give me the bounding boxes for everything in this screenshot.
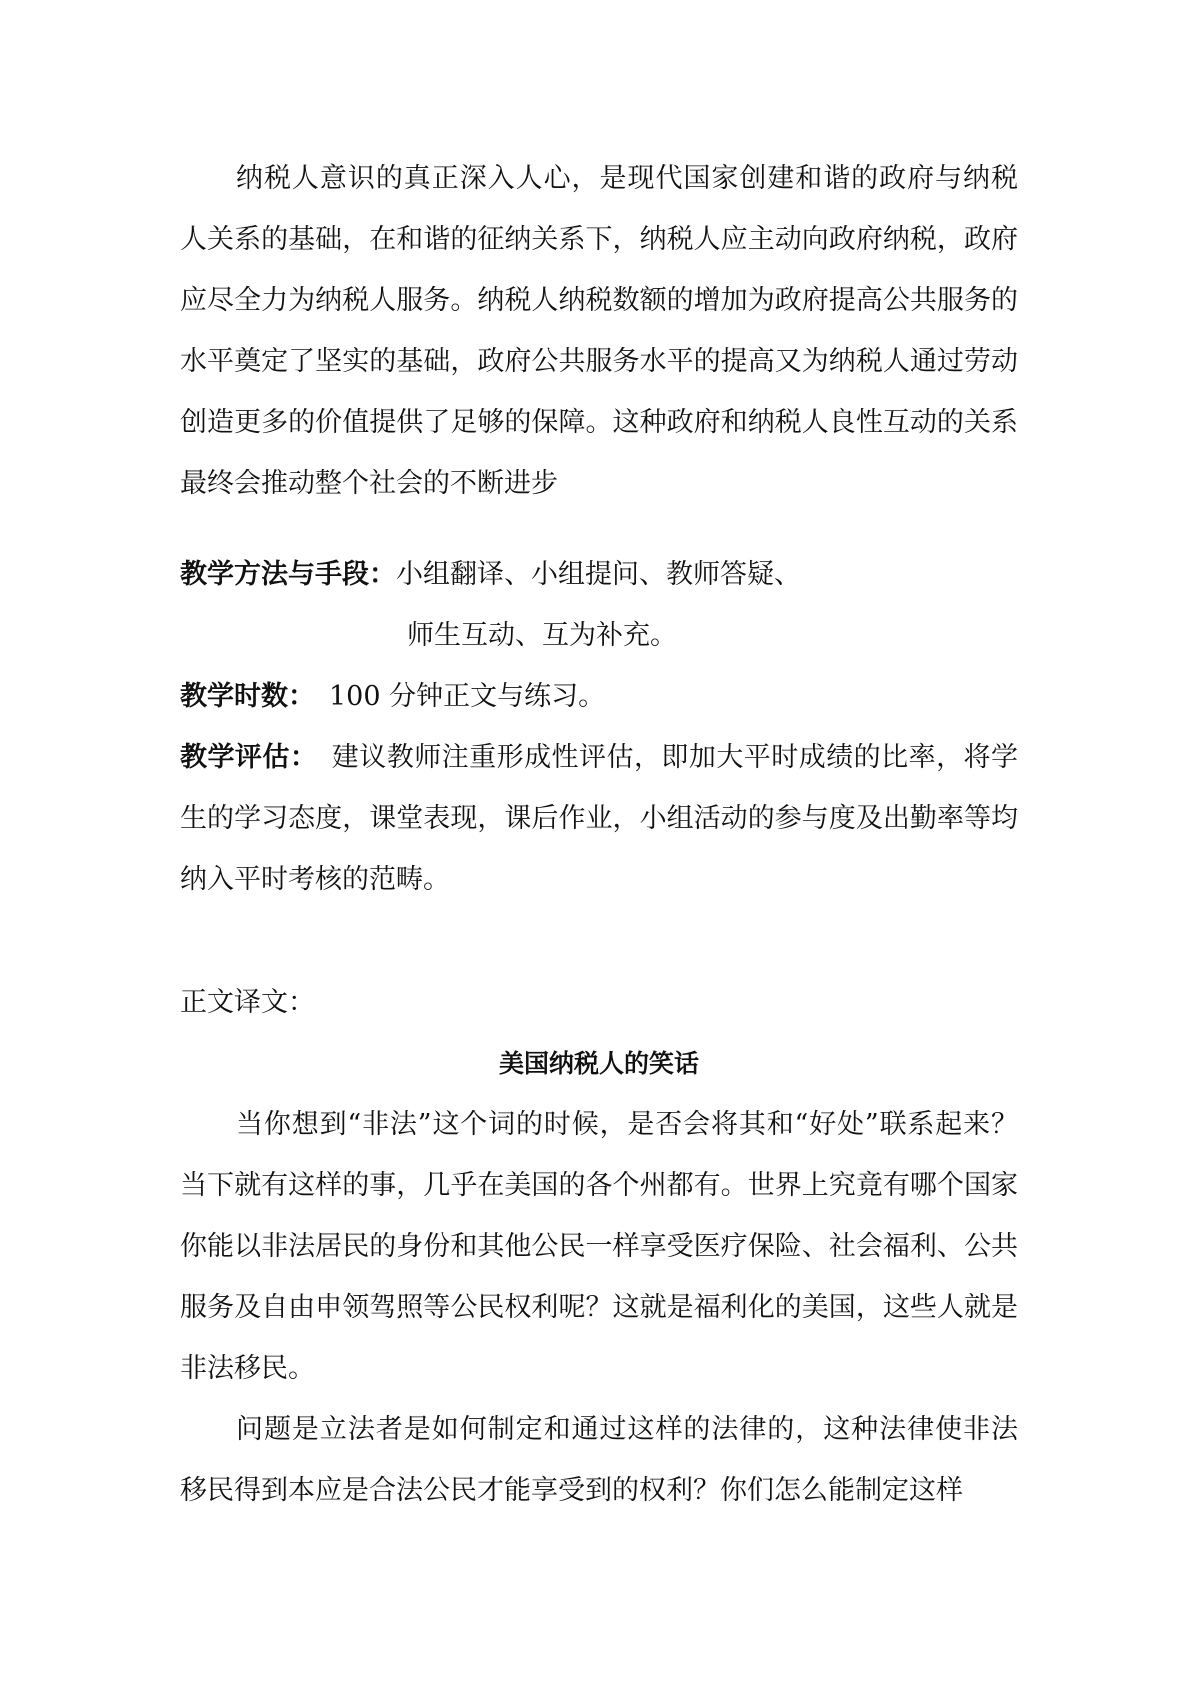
article-paragraph-2: 问题是立法者是如何制定和通过这样的法律的，这种法律使非法移民得到本应是合法公民才能享受到的权利？你们怎么能制定这样 xyxy=(180,1414,1018,1506)
translation-heading: 正文译文： xyxy=(180,987,315,1018)
teaching-hours-value: 100 分钟正文与练习。 xyxy=(329,681,606,712)
spacer xyxy=(180,910,1018,972)
article-paragraph-1: 当你想到“非法”这个词的时候，是否会将其和“好处”联系起来？当下就有这样的事，几乎在美国的各个州都有。世界上究竟有哪个国家你能以非法居民的身份和其他公民一样享受医疗保险、社会福利、公共服务及自由申领驾照等公民权利呢？这就是福利化的美国，这些人就是非法移民。 xyxy=(180,1109,1018,1384)
teaching-evaluation xyxy=(180,727,1018,910)
teaching-methods-label: 教学方法与手段： xyxy=(180,559,396,590)
teaching-hours xyxy=(180,666,1018,727)
spacer xyxy=(180,514,1018,544)
article-title: 美国纳税人的笑话 xyxy=(498,1049,699,1078)
teaching-hours-label: 教学时数： xyxy=(180,681,315,712)
teaching-methods-line1: 小组翻译、小组提问、教师答疑、 xyxy=(396,559,801,590)
teaching-methods-line2: 师生互动、互为补充。 xyxy=(407,620,677,651)
teaching-methods xyxy=(180,544,1018,605)
teaching-evaluation-label: 教学评估： xyxy=(180,742,318,773)
teaching-evaluation-value: 建议教师注重形成性评估，即加大平时成绩的比率，将学生的学习态度，课堂表现，课后作业，小组活动的参与度及出勤率等均纳入平时考核的范畴。 xyxy=(180,742,1019,895)
paragraph-intro: 纳税人意识的真正深入人心，是现代国家创建和谐的政府与纳税人关系的基础，在和谐的征纳关系下，纳税人应主动向政府纳税，政府应尽全力为纳税人服务。纳税人纳税数额的增加为政府提高公共服务的水平奠定了坚实的基础，政府公共服务水平的提高又为纳税人通过劳动创造更多的价值提供了足够的保障。这种政府和纳税人良性互动的关系最终会推动整个社会的不断进步 xyxy=(180,163,1018,499)
document-content xyxy=(180,148,1018,1521)
